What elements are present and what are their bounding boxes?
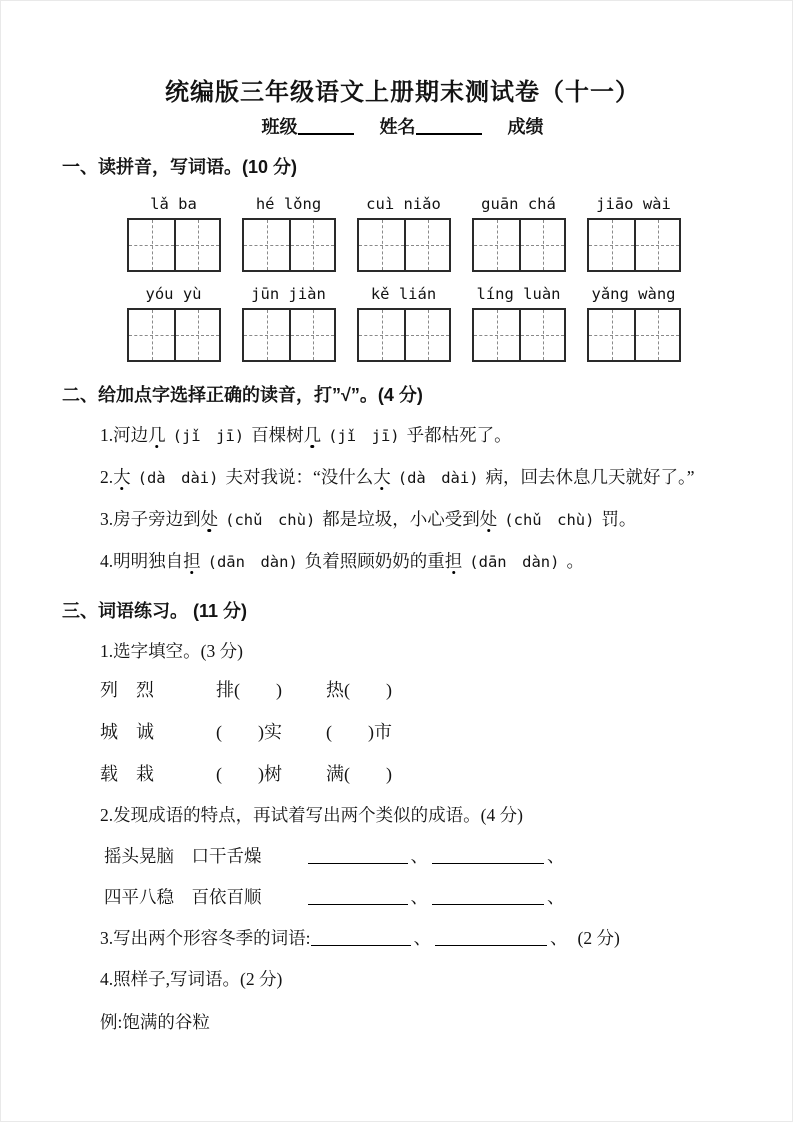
text-run: 百棵树: [251, 425, 304, 445]
pinyin-word-group: [472, 284, 565, 362]
idiom-row-1: [104, 843, 743, 870]
writing-grid: [127, 308, 221, 362]
text-run: 负着照顾奶奶的重: [304, 551, 445, 571]
dotted-char: 几: [148, 425, 166, 445]
answer-blank: [432, 890, 544, 905]
text-run: 夫对我说：“没什么: [225, 467, 374, 487]
question-item-2: [62, 464, 743, 492]
writing-grid-cell: [404, 310, 449, 360]
pinyin-row-2: [127, 284, 743, 362]
writing-grid-cell: [474, 220, 519, 270]
answer-blank: [432, 849, 544, 864]
writing-grid-cell: [289, 310, 334, 360]
pinyin-word-group: [242, 284, 335, 362]
pinyin-choice: (dà dài): [137, 469, 219, 487]
pinyin-word-group: [242, 194, 335, 272]
writing-grid-cell: [589, 220, 634, 270]
pinyin-label: kě lián: [370, 285, 437, 303]
dotted-char: 处: [479, 509, 498, 529]
writing-grid-cell: [359, 310, 404, 360]
writing-grid-cell: [634, 220, 679, 270]
idiom-examples: 四平八稳 百依百顺: [104, 887, 262, 907]
pinyin-choice: (dà dài): [397, 469, 479, 487]
pinyin-word-group: [127, 284, 220, 362]
name-label: 姓名: [379, 117, 416, 137]
pinyin-word-group: [127, 194, 220, 272]
fill-blank-phrase: ( )实: [216, 722, 282, 742]
writing-grid-cell: [589, 310, 634, 360]
answer-blank: [308, 849, 408, 864]
writing-grid-cell: [174, 220, 219, 270]
page-title: 统编版三年级语文上册期末测试卷（十一）: [165, 79, 640, 106]
fill-blank-phrase: ( )树: [216, 764, 282, 784]
fill-blank-phrase: 热( ): [326, 680, 392, 700]
writing-grid-cell: [244, 310, 289, 360]
char-pair: 列 烈: [100, 680, 154, 700]
question-item-1: [62, 422, 743, 450]
pause-mark: 、: [410, 887, 428, 907]
pinyin-word-group: [472, 194, 565, 272]
text-run: 。: [566, 551, 584, 571]
pinyin-label: yóu yù: [145, 285, 202, 303]
idiom-examples: 摇头晃脑 口干舌燥: [104, 846, 262, 866]
pinyin-choice: (jǐ jī): [328, 427, 400, 445]
subquestion-3-line: [100, 925, 743, 952]
pinyin-choice: (chǔ chù): [225, 511, 316, 529]
pinyin-choice: (jǐ jī): [172, 427, 245, 445]
pinyin-label: yǎng wàng: [591, 285, 676, 303]
pinyin-choice: (chǔ chù): [504, 511, 595, 529]
answer-blank: [435, 931, 547, 946]
idiom-row-2: [104, 884, 743, 911]
writing-grid-cell: [129, 220, 174, 270]
pinyin-word-group: [587, 284, 680, 362]
pinyin-label: lǎ ba: [150, 195, 197, 213]
subquestion-4-label: 4.照样子,写词语。(2 分): [100, 969, 283, 989]
writing-grid: [242, 308, 336, 362]
dotted-char: 大: [113, 467, 131, 487]
answer-blank: [311, 931, 411, 946]
writing-grid: [472, 308, 566, 362]
pinyin-word-group: [357, 194, 450, 272]
subquestion-1-label: 1.选字填空。(3 分): [100, 641, 243, 661]
writing-grid: [587, 218, 681, 272]
writing-grid-cell: [174, 310, 219, 360]
fill-blank-phrase: ( )市: [326, 722, 392, 742]
writing-grid: [587, 308, 681, 362]
pinyin-label: líng luàn: [476, 285, 561, 303]
pinyin-choice: (dān dàn): [469, 553, 560, 571]
score-label: 成绩: [507, 117, 544, 137]
pinyin-label: hé lǒng: [255, 195, 322, 213]
writing-grid: [357, 218, 451, 272]
text-run: 4.明明独自: [100, 551, 184, 571]
writing-grid: [127, 218, 221, 272]
text-run: 1.河边: [100, 425, 149, 445]
pause-mark: 、: [413, 928, 431, 948]
pinyin-label: jūn jiàn: [251, 285, 326, 303]
dotted-char: 担: [183, 551, 201, 571]
writing-grid-cell: [129, 310, 174, 360]
writing-grid: [357, 308, 451, 362]
pinyin-label: cuì niǎo: [366, 195, 441, 213]
dotted-char: 几: [303, 425, 322, 445]
text-run: 都是垃圾，小心受到: [322, 509, 480, 529]
writing-grid-cell: [289, 220, 334, 270]
section1-heading: 一、读拼音，写词语。(10 分): [62, 157, 298, 177]
answer-blank: [308, 890, 408, 905]
class-blank: [298, 119, 354, 135]
example-text: 例:饱满的谷粒: [100, 1012, 210, 1032]
section2-heading: 二、给加点字选择正确的读音，打”√”。(4 分): [62, 385, 423, 405]
text-run: 3.房子旁边到: [100, 509, 201, 529]
text-run: 2.: [100, 467, 114, 487]
pinyin-word-group: [357, 284, 450, 362]
pause-mark: 、: [547, 887, 565, 907]
dotted-char: 担: [444, 551, 463, 571]
fill-blank-phrase: 排( ): [216, 680, 282, 700]
char-pair: 城 诚: [100, 722, 154, 742]
writing-grid: [472, 218, 566, 272]
question-item-3: [62, 506, 743, 534]
dotted-char: 处: [200, 509, 219, 529]
writing-grid-cell: [474, 310, 519, 360]
pause-mark: 、: [550, 928, 568, 948]
writing-grid-cell: [634, 310, 679, 360]
char-choice-table: [100, 677, 743, 788]
text-run: 病，回去休息几天就好了。”: [485, 467, 695, 487]
pinyin-word-group: [587, 194, 680, 272]
writing-grid: [242, 218, 336, 272]
writing-grid-cell: [519, 220, 564, 270]
section3-heading: 三、词语练习。 (11 分): [62, 601, 248, 621]
pause-mark: 、: [547, 846, 565, 866]
question-item-4: [62, 548, 743, 576]
pinyin-label: guān chá: [481, 195, 556, 213]
char-pair: 载 栽: [100, 764, 154, 784]
text-run: 罚。: [601, 509, 637, 529]
writing-grid-cell: [519, 310, 564, 360]
writing-grid-cell: [359, 220, 404, 270]
points-label: (2 分): [577, 928, 620, 948]
writing-grid-cell: [244, 220, 289, 270]
text-run: 乎都枯死了。: [406, 425, 512, 445]
subquestion-3-label: 3.写出两个形容冬季的词语:: [100, 928, 311, 948]
pause-mark: 、: [410, 846, 428, 866]
writing-grid-cell: [404, 220, 449, 270]
pinyin-label: jiāo wài: [596, 195, 671, 213]
student-info-line: [62, 114, 743, 140]
class-label: 班级: [261, 117, 298, 137]
pinyin-choice: (dān dàn): [207, 553, 298, 571]
name-blank: [416, 119, 482, 135]
fill-blank-phrase: 满( ): [326, 764, 392, 784]
subquestion-2-label: 2.发现成语的特点，再试着写出两个类似的成语。(4 分): [100, 805, 523, 825]
dotted-char: 大: [373, 467, 391, 487]
pinyin-row-1: [127, 194, 743, 272]
